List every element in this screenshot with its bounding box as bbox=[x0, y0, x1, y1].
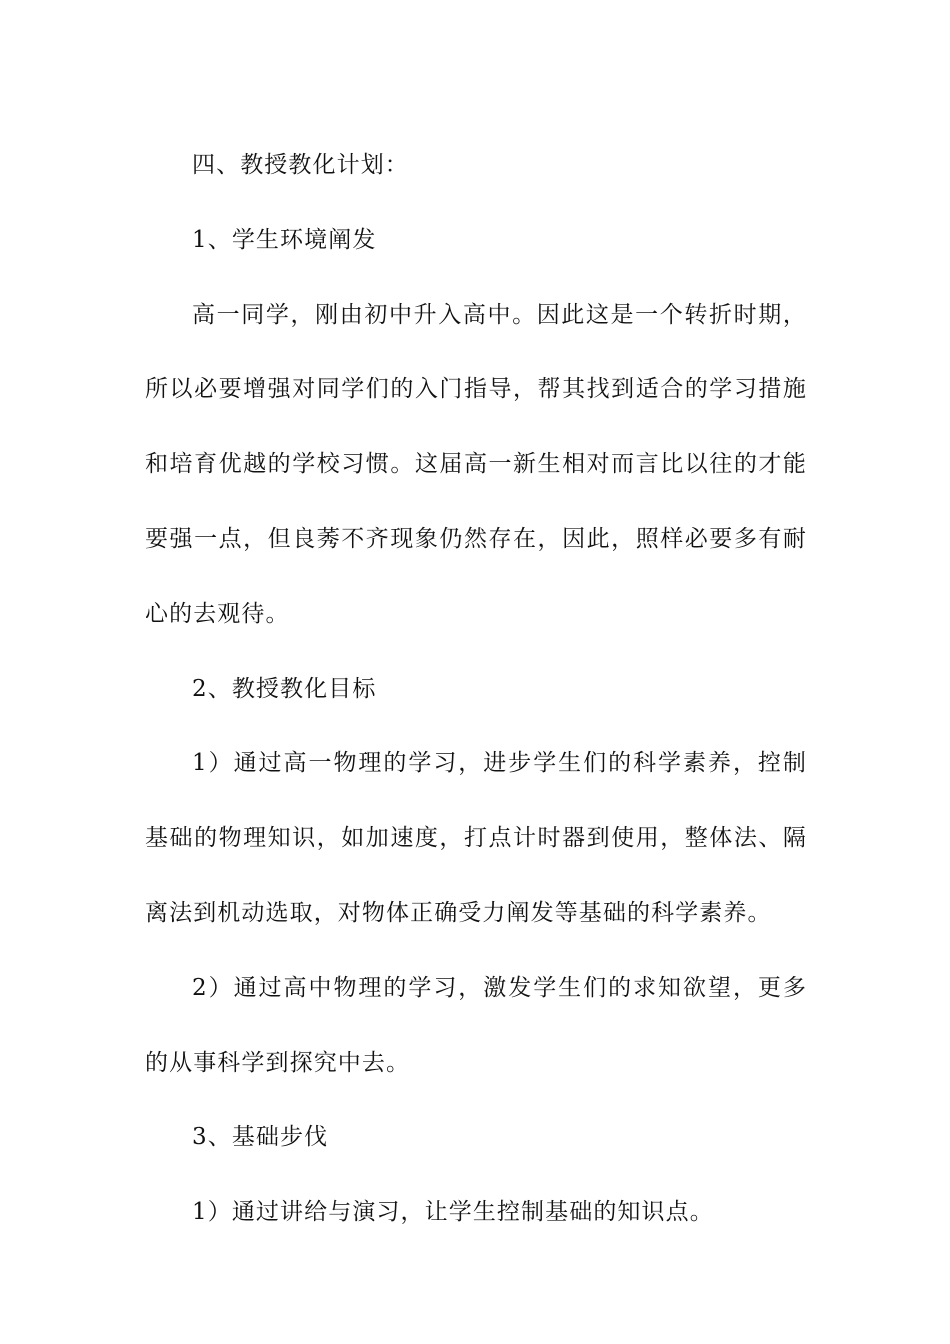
document-body bbox=[145, 128, 807, 1250]
section-heading-teaching-plan: 四、教授教化计划： bbox=[192, 152, 409, 178]
subheading-student-analysis: 1、学生环境阐发 bbox=[192, 226, 377, 253]
subheading-teaching-goals: 2、教授教化目标 bbox=[192, 675, 377, 702]
paragraph-goal-1: 1）通过高一物理的学习，进步学生们的科学素养，控制基础的物理知识，如加速度，打点计时器到使用，整体法、隔离法到机动选取，对物体正确受力阐发等基础的科学素养。 bbox=[145, 750, 807, 926]
paragraph-measure-1: 1）通过讲给与演习，让学生控制基础的知识点。 bbox=[192, 1199, 714, 1226]
subheading-basic-measures: 3、基础步伐 bbox=[192, 1124, 329, 1151]
paragraph-student-analysis: 高一同学，刚由初中升入高中。因此这是一个转折时期，所以必要增强对同学们的入门指导，帮其找到适合的学习措施和培育优越的学校习惯。这届高一新生相对而言比以往的才能要强一点，但良莠不齐现象仍然存在，因此，照样必要多有耐心的去观待。 bbox=[145, 301, 807, 627]
paragraph-goal-2: 2）通过高中物理的学习，激发学生们的求知欲望，更多的从事科学到探究中去。 bbox=[145, 974, 807, 1076]
